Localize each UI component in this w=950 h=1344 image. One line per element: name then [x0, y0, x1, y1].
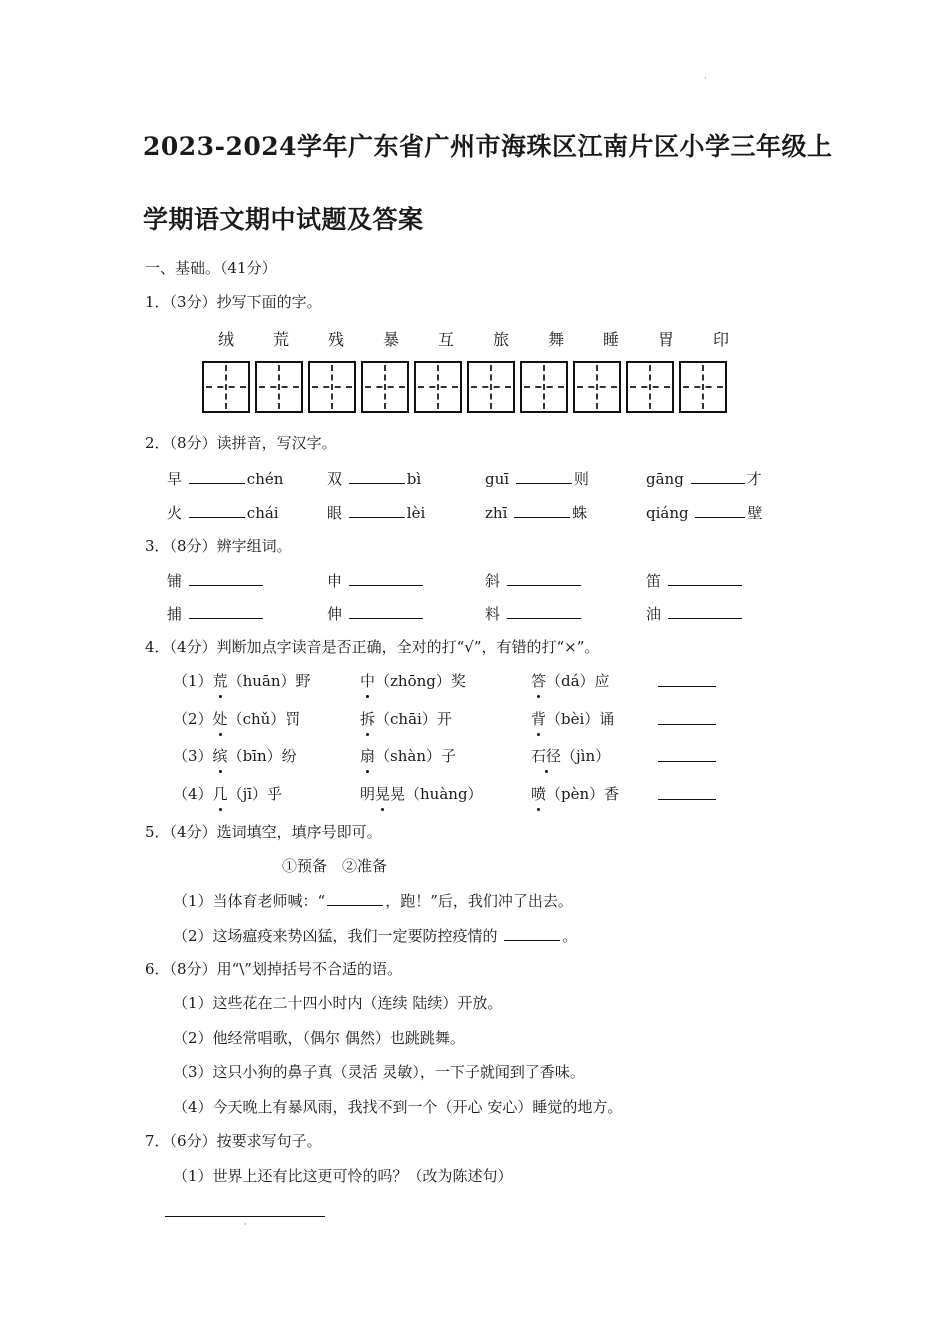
q2-prompt: 2．（8分）读拼音，写汉字。	[145, 434, 337, 452]
q4-item: 明晃晃（huàng）	[360, 785, 483, 803]
q6-line: （3）这只小狗的鼻子真（灵活 灵敏），一下子就闻到了香味。	[173, 1063, 585, 1081]
section-heading: 一、基础。（41分）	[145, 259, 277, 277]
writing-cell[interactable]	[679, 361, 727, 413]
q3-prompt: 3．（8分）辨字组词。	[145, 537, 292, 555]
answer-blank[interactable]	[504, 925, 560, 941]
q7-line-1: （1）世界上还有比这更可怜的吗？（改为陈述句）	[173, 1167, 513, 1185]
q4-item: 石径（jìn）	[531, 747, 611, 765]
answer-blank[interactable]	[189, 570, 263, 586]
answer-blank[interactable]	[349, 468, 405, 484]
answer-blank[interactable]	[691, 468, 745, 484]
pinyin-item: qiáng 壁	[646, 504, 763, 522]
word-item: 伸	[327, 603, 425, 624]
q1-char: 舞	[547, 330, 564, 349]
writing-cell[interactable]	[573, 361, 621, 413]
q4-item: 背（bèi）诵	[531, 710, 615, 728]
answer-blank[interactable]	[658, 784, 716, 800]
q1-char: 印	[712, 330, 729, 349]
q6-line: （2）他经常唱歌，（偶尔 偶然）也跳跳舞。	[173, 1029, 465, 1047]
q4-item: 扇（shàn）子	[360, 747, 456, 765]
answer-blank[interactable]	[189, 468, 245, 484]
corner-mark: ·	[704, 74, 707, 83]
answer-blank[interactable]	[189, 502, 245, 518]
q1-prompt: 1．（3分）抄写下面的字。	[145, 293, 322, 311]
answer-blank[interactable]	[695, 502, 745, 518]
q5-sentence-2: （2）这场瘟疫来势凶猛，我们一定要防控疫情的 。	[173, 927, 578, 945]
writing-cell[interactable]	[626, 361, 674, 413]
q1-char: 绒	[217, 330, 234, 349]
q4-item: （3）缤（bīn）纷	[173, 747, 297, 765]
q4-answer[interactable]	[656, 784, 718, 805]
writing-cell[interactable]	[361, 361, 409, 413]
q1-char: 胃	[657, 330, 674, 349]
word-item: 铺	[167, 570, 265, 591]
answer-blank[interactable]	[516, 468, 572, 484]
q4-item: 答（dá）应	[531, 672, 610, 690]
pinyin-item: zhī 蛛	[485, 504, 588, 522]
answer-blank[interactable]	[658, 671, 716, 687]
answer-blank[interactable]	[349, 570, 423, 586]
answer-blank[interactable]	[514, 502, 570, 518]
pinyin-item: guī 则	[485, 470, 589, 488]
q7-prompt: 7．（6分）按要求写句子。	[145, 1132, 322, 1150]
q4-item: 喷（pèn）香	[531, 785, 620, 803]
answer-blank[interactable]	[507, 570, 581, 586]
word-item: 捕	[167, 603, 265, 624]
answer-blank[interactable]	[668, 603, 742, 619]
pinyin-item: 火 chái	[167, 504, 279, 522]
page-title-line1: 2023-2024学年广东省广州市海珠区江南片区小学三年级上	[143, 132, 833, 161]
q4-item: 拆（chāi）开	[360, 710, 452, 728]
pinyin-item: 早 chén	[167, 470, 284, 488]
answer-blank[interactable]	[658, 709, 716, 725]
writing-cell[interactable]	[308, 361, 356, 413]
writing-cell[interactable]	[467, 361, 515, 413]
q4-answer[interactable]	[656, 746, 718, 767]
writing-cell[interactable]	[414, 361, 462, 413]
word-item: 笛	[646, 570, 744, 591]
answer-blank[interactable]	[668, 570, 742, 586]
q6-line: （1）这些花在二十四小时内（连续 陆续）开放。	[173, 994, 503, 1012]
pinyin-item: 眼 lèi	[327, 504, 426, 522]
q1-char: 荒	[272, 330, 289, 349]
writing-cell[interactable]	[202, 361, 250, 413]
q4-item: 中（zhōng）奖	[360, 672, 466, 690]
q1-char: 旅	[492, 330, 509, 349]
footer-mark: ·	[244, 1220, 247, 1229]
q4-answer[interactable]	[656, 709, 718, 730]
answer-line[interactable]	[165, 1216, 325, 1217]
answer-blank[interactable]	[349, 603, 423, 619]
page-title-line2: 学期语文期中试题及答案	[143, 205, 424, 234]
q4-item: （1）荒（huān）野	[173, 672, 311, 690]
q1-char: 睡	[602, 330, 619, 349]
writing-cell[interactable]	[520, 361, 568, 413]
q6-prompt: 6．（8分）用“\”划掉括号不合适的语。	[145, 960, 402, 978]
pinyin-item: 双 bì	[327, 470, 422, 488]
pinyin-item: gāng 才	[646, 470, 762, 488]
q1-char: 残	[327, 330, 344, 349]
word-item: 料	[485, 603, 583, 624]
answer-blank[interactable]	[327, 890, 383, 906]
q5-options: ①预备 ②准备	[282, 857, 388, 875]
q1-char: 互	[437, 330, 454, 349]
writing-grid	[202, 361, 727, 413]
word-item: 斜	[485, 570, 583, 591]
writing-cell[interactable]	[255, 361, 303, 413]
q4-item: （2）处（chǔ）罚	[173, 710, 301, 728]
q4-prompt: 4．（4分）判断加点字读音是否正确，全对的打“√”，有错的打“×”。	[145, 638, 600, 656]
answer-blank[interactable]	[189, 603, 263, 619]
q5-prompt: 5．（4分）选词填空，填序号即可。	[145, 823, 382, 841]
q6-line: （4）今天晚上有暴风雨，我找不到一个（开心 安心）睡觉的地方。	[173, 1098, 623, 1116]
answer-blank[interactable]	[507, 603, 581, 619]
q4-item: （4）几（jī）乎	[173, 785, 283, 803]
q1-char: 暴	[382, 330, 399, 349]
q5-sentence-1: （1）当体育老师喊：“ ，跑！”后，我们冲了出去。	[173, 892, 573, 910]
answer-blank[interactable]	[658, 746, 716, 762]
word-item: 申	[327, 570, 425, 591]
q4-answer[interactable]	[656, 671, 718, 692]
answer-blank[interactable]	[349, 502, 405, 518]
word-item: 油	[646, 603, 744, 624]
